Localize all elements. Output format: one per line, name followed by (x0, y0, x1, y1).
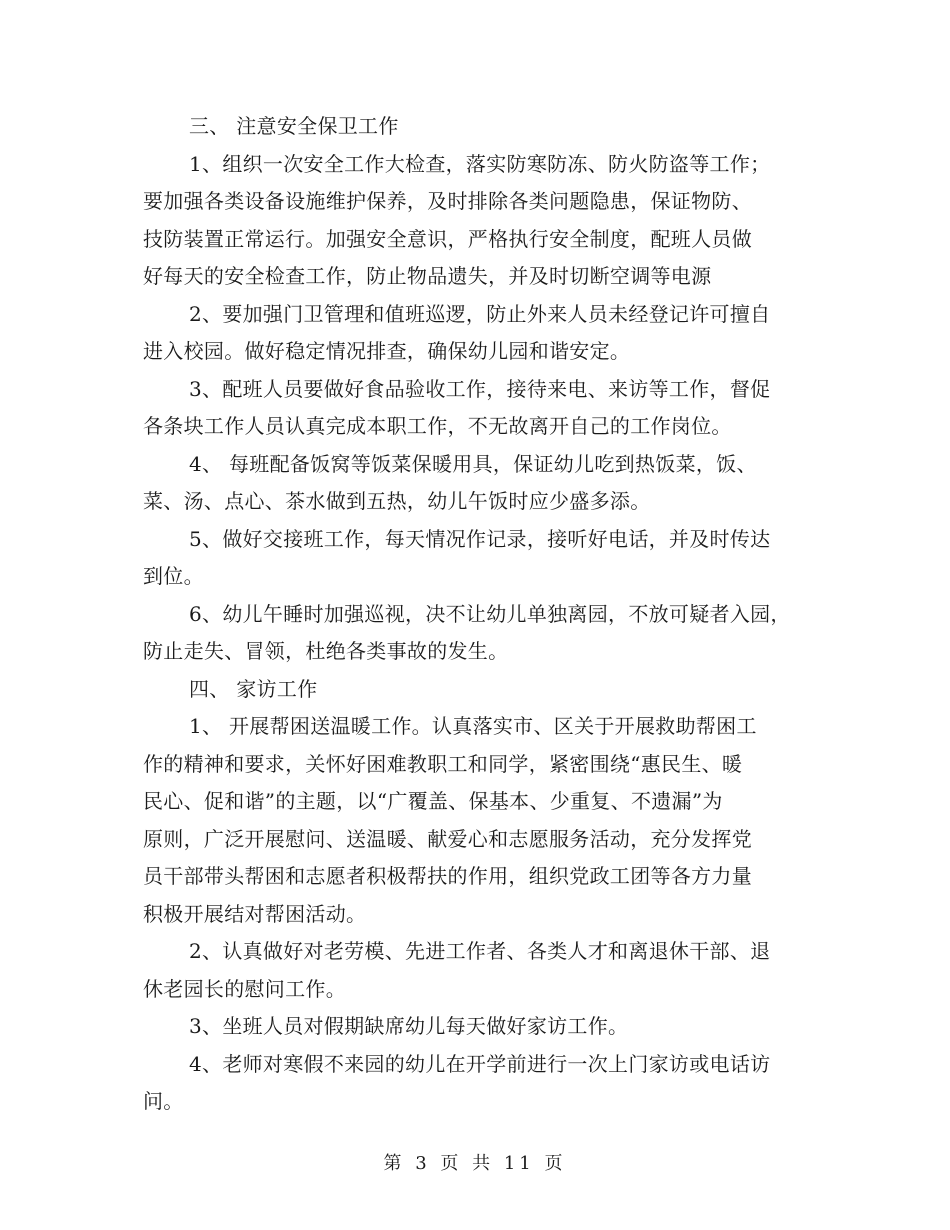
text-line: 原则，广泛开展慰问、送温暖、献爱心和志愿服务活动，充分发挥党 (143, 826, 752, 851)
text-line: 作的精神和要求，关怀好困难教职工和同学，紧密围绕“惠民生、暖 (143, 751, 743, 776)
text-line: 到位。 (143, 564, 204, 588)
text-line: 好每天的安全检查工作，防止物品遗失，并及时切断空调等电源 (143, 264, 712, 288)
text-line: 5、做好交接班工作，每天情况作记录，接听好电话，并及时传达 (189, 526, 771, 551)
text-line: 积极开展结对帮困活动。 (143, 901, 367, 926)
text-line: 2、认真做好对老劳模、先进工作者、各类人才和离退休干部、退 (189, 939, 771, 963)
text-line: 4、 每班配备饭窝等饭菜保暖用具，保证幼儿吃到热饭菜，饭、 (189, 451, 757, 476)
text-line: 6、幼儿午睡时加强巡视，决不让幼儿单独离园，不放可疑者入园， (189, 601, 791, 626)
text-line: 菜、汤、点心、茶水做到五热，幼儿午饭时应少盛多添。 (143, 489, 651, 513)
text-line: 技防装置正常运行。加强安全意识，严格执行安全制度，配班人员做 (143, 226, 752, 251)
text-line: 各条块工作人员认真完成本职工作，不无故离开自己的工作岗位。 (143, 414, 732, 438)
text-line: 三、 注意安全保卫工作 (189, 114, 399, 138)
document-body (143, 108, 823, 1121)
text-line: 休老园长的慰问工作。 (143, 976, 346, 1001)
text-line: 3、配班人员要做好食品验收工作，接待来电、来访等工作，督促 (189, 376, 771, 401)
text-line: 进入校园。做好稳定情况排查，确保幼儿园和谐安定。 (143, 339, 631, 363)
text-line: 员干部带头帮困和志愿者积极帮扶的作用，组织党政工团等各方力量 (143, 864, 752, 888)
text-line: 2、要加强门卫管理和值班巡逻，防止外来人员未经登记许可擅自 (189, 301, 771, 326)
page-footer: 第 3 页 共 11 页 (383, 1153, 567, 1174)
text-line: 4、老师对寒假不来园的幼儿在开学前进行一次上门家访或电话访 (189, 1051, 771, 1076)
text-line: 要加强各类设备设施维护保养，及时排除各类问题隐患，保证物防、 (143, 189, 752, 213)
text-line: 1、组织一次安全工作大检查，落实防寒防冻、防火防盗等工作； (189, 151, 771, 176)
text-line: 四、 家访工作 (189, 676, 318, 701)
text-line: 防止走失、冒领，杜绝各类事故的发生。 (143, 639, 509, 663)
text-line: 3、坐班人员对假期缺席幼儿每天做好家访工作。 (189, 1014, 629, 1038)
text-line: 民心、促和谐”的主题，以“广覆盖、保基本、少重复、不遗漏”为 (143, 789, 723, 813)
text-line: 问。 (143, 1089, 184, 1113)
text-line: 1、 开展帮困送温暖工作。认真落实市、区关于开展救助帮困工 (189, 714, 757, 738)
